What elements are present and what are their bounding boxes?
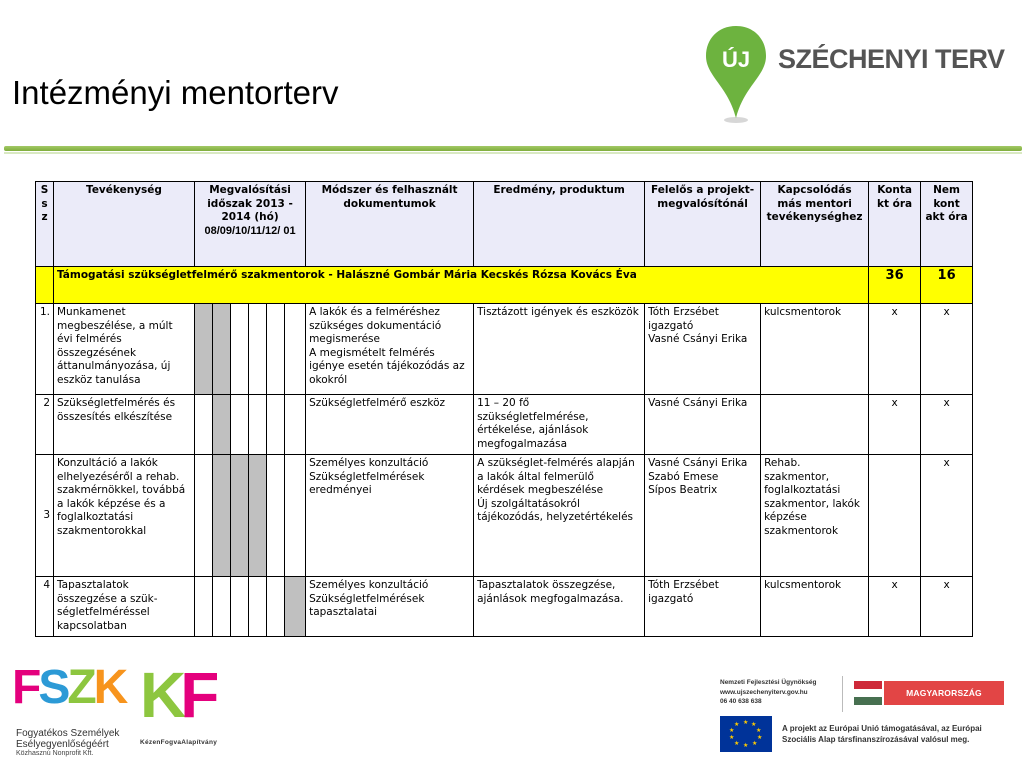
header-period-label: Megvalósítási időszak 2013 - 2014 (hó): [207, 184, 293, 223]
month-cell: [195, 577, 213, 637]
month-cell: [267, 455, 285, 577]
table-header-row: [36, 182, 973, 267]
kezenfogva-logo: [140, 660, 232, 760]
section-contact-hours: 36: [869, 267, 921, 304]
kf-letters: KF: [140, 659, 214, 731]
month-cell: [231, 304, 249, 395]
month-cell: [231, 395, 249, 455]
table-row: [36, 577, 973, 637]
month-cell: [213, 304, 231, 395]
row-number: 4: [36, 577, 54, 637]
month-cell: [213, 395, 231, 455]
month-cell: [231, 577, 249, 637]
row-result: 11 – 20 fő szükségletfelmérése, értékelése, ajánlások megfogalmazása: [474, 395, 645, 455]
row-related: kulcsmentorok: [761, 304, 869, 395]
header-method: Módszer és felhasznált dokumentumok: [306, 182, 474, 267]
row-related: Rehab. szakmentor, foglalkoztatási szakmentor, lakók képzése szakmentorok: [761, 455, 869, 577]
eu-funding-text: A projekt az Európai Unió támogatásával, az Európai Szociális Alap társfinanszírozásával valósul meg.: [782, 724, 982, 744]
month-cell: [231, 455, 249, 577]
row-result: Tapasztalatok összegzése, ajánlások megfogalmazása.: [474, 577, 645, 637]
row-contact: x: [869, 304, 921, 395]
hungarian-flag-icon: [854, 681, 882, 705]
row-owner: Tóth Erzsébet igazgató Vasné Csányi Erika: [645, 304, 761, 395]
row-number: 1.: [36, 304, 54, 395]
row-related: [761, 395, 869, 455]
szechenyi-terv-logo: [704, 24, 1016, 124]
header-divider: [4, 146, 1022, 151]
month-cell: [267, 577, 285, 637]
eu-flag-icon: ★ ★ ★ ★ ★ ★ ★ ★ ★ ★: [720, 716, 772, 752]
pin-text: ÚJ: [721, 47, 751, 72]
section-spacer: [36, 267, 54, 304]
month-cell: [213, 577, 231, 637]
row-contact: x: [869, 395, 921, 455]
fszk-letters: FSZK: [12, 661, 126, 714]
row-related: kulcsmentorok: [761, 577, 869, 637]
map-pin-icon: [704, 24, 768, 124]
month-cell: [285, 577, 306, 637]
table-row: [36, 304, 973, 395]
month-cell: [195, 395, 213, 455]
header-ssz: S s z: [36, 182, 54, 267]
page-title: Intézményi mentorterv: [12, 74, 339, 111]
kf-caption: KézenFogvaAlapítvány: [140, 739, 218, 746]
header-noncontact: Nem kont akt óra: [921, 182, 973, 267]
section-noncontact-hours: 16: [921, 267, 973, 304]
month-cell: [249, 577, 267, 637]
row-activity: Munkamenet megbeszélése, a múlt évi felmérés összegzésének áttanulmányozása, új eszköz tanulása: [54, 304, 195, 395]
header-months: 08/09/10/11/12/ 01: [204, 224, 296, 237]
header-contact: Konta kt óra: [869, 182, 921, 267]
row-method: Személyes konzultáció Szükségletfelmérések eredményei: [306, 455, 474, 577]
month-cell: [267, 395, 285, 455]
header-owner: Felelős a projekt-megvalósítónál: [645, 182, 761, 267]
month-cell: [213, 455, 231, 577]
row-result: Tisztázott igények és eszközök: [474, 304, 645, 395]
row-method: Személyes konzultáció Szükségletfelmérések tapasztalatai: [306, 577, 474, 637]
header-period: [195, 182, 306, 267]
row-result: A szükséglet-felmérés alapján a lakók által felmerülő kérdések megbeszélése Új szolgáltatásokról tájékozódás, helyzetértékelés: [474, 455, 645, 577]
header-related: Kapcsolódás más mentori tevékenységhez: [761, 182, 869, 267]
row-method: A lakók és a felméréshez szükséges dokumentáció megismerése A megismételt felmérés igénye esetén tájékozódás az okokról: [306, 304, 474, 395]
row-activity: Tapasztalatok összegzése a szük-ségletfelméréssel kapcsolatban: [54, 577, 195, 637]
section-title: Támogatási szükségletfelmérő szakmentorok - Halászné Gombár Mária Kecskés Rózsa Kovács Éva: [54, 267, 869, 304]
row-noncontact: x: [921, 395, 973, 455]
mentor-plan-table: [35, 181, 973, 637]
header-activity: Tevékenység: [54, 182, 195, 267]
month-cell: [285, 395, 306, 455]
footer-divider: [842, 676, 843, 712]
month-cell: [285, 455, 306, 577]
month-cell: [249, 304, 267, 395]
row-contact: x: [869, 577, 921, 637]
row-owner: Vasné Csányi Erika: [645, 395, 761, 455]
fszk-caption: Fogyatékos Személyek Esélyegyenlőségéért: [16, 728, 120, 750]
fszk-subcaption: Közhasznú Nonprofit Kft.: [16, 750, 94, 757]
month-cell: [267, 304, 285, 395]
row-noncontact: x: [921, 304, 973, 395]
row-number: 2: [36, 395, 54, 455]
row-activity: Szükségletfelmérés és összesítés elkészítése: [54, 395, 195, 455]
fszk-logo: [12, 660, 132, 760]
brand-text: SZÉCHENYI TERV: [778, 44, 1005, 74]
header-divider-shadow: [4, 152, 1022, 154]
row-contact: [869, 455, 921, 577]
row-owner: Vasné Csányi Erika Szabó Emese Sípos Beatrix: [645, 455, 761, 577]
month-cell: [249, 395, 267, 455]
table-row: [36, 455, 973, 577]
month-cell: [195, 455, 213, 577]
magyarorszag-megujul-banner: MAGYARORSZÁG MEGÚJUL: [884, 681, 1004, 705]
nfu-info: Nemzeti Fejlesztési Ügynökség www.ujszechenyiterv.gov.hu 06 40 638 638: [720, 679, 817, 705]
month-cell: [195, 304, 213, 395]
month-cell: [285, 304, 306, 395]
section-row: [36, 267, 973, 304]
row-number: 3: [36, 455, 54, 577]
table-row: [36, 395, 973, 455]
row-noncontact: x: [921, 577, 973, 637]
header-result: Eredmény, produktum: [474, 182, 645, 267]
row-noncontact: x: [921, 455, 973, 577]
row-method: Szükségletfelmérő eszköz: [306, 395, 474, 455]
month-cell: [249, 455, 267, 577]
row-owner: Tóth Erzsébet igazgató: [645, 577, 761, 637]
row-activity: Konzultáció a lakók elhelyezéséről a rehab. szakmérnökkel, továbbá a lakók képzése és a foglalkoztatási szakmentorokkal: [54, 455, 195, 577]
